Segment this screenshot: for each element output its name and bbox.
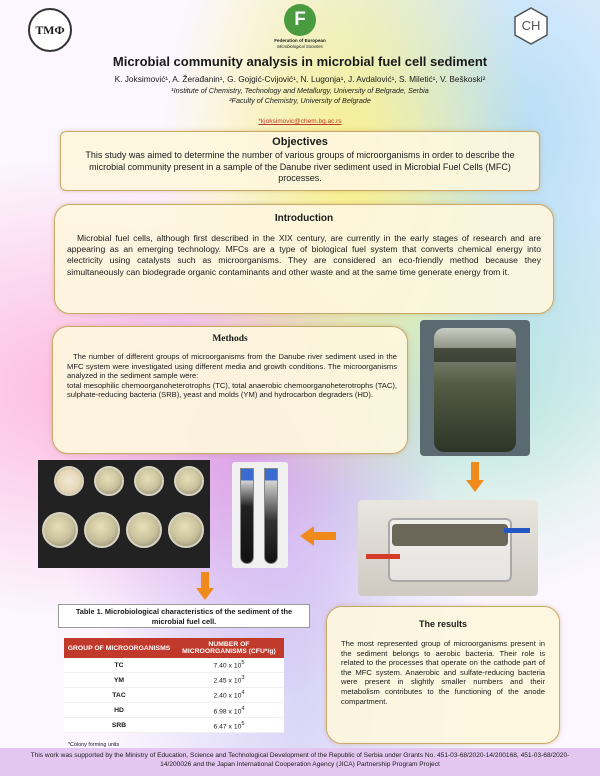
test-tubes-photo xyxy=(232,462,288,568)
fems-logo-letter: F xyxy=(294,9,306,30)
objectives-box xyxy=(60,131,540,191)
electrode-wire-blue xyxy=(504,528,530,533)
contact-email[interactable]: *kjoksimovic@chem.bg.ac.rs xyxy=(258,118,342,125)
petri-dish xyxy=(42,512,78,548)
chemistry-logo xyxy=(512,6,550,46)
methods-list: total mesophilic chemoorganoheterotrophs (TC), total anaerobic chemoorganoheterotrophs (TAC), sulphate-reducing bacteria (SRB), yeast and molds (YM) and hydrocarbon degraders (HD). xyxy=(67,380,397,400)
university-logo xyxy=(28,8,72,52)
table-cell-group: HD xyxy=(64,703,174,718)
methods-title: Methods xyxy=(212,334,248,344)
affiliation-2: ²Faculty of Chemistry, University of Belgrade xyxy=(229,96,371,105)
petri-dish xyxy=(134,466,164,496)
introduction-title: Introduction xyxy=(274,213,334,224)
table-header-group: GROUP OF MICROORGANISMS xyxy=(64,638,174,658)
electrode-wire-red xyxy=(366,554,400,559)
affiliation-1: ¹Institute of Chemistry, Technology and Metallurgy, University of Belgrade, Serbia xyxy=(171,86,429,95)
table-cell-count: 6.47 x $10^5$ xyxy=(174,718,284,733)
mfc-container-photo xyxy=(358,500,538,596)
container-sediment xyxy=(392,524,508,546)
fems-logo-caption-2: Microbiological Societies xyxy=(277,44,323,49)
petri-dishes-photo xyxy=(38,460,210,568)
test-tube-1 xyxy=(240,468,254,564)
table-cell-count: 2.40 x $10^4$ xyxy=(174,688,284,703)
objectives-text: This study was aimed to determine the number of various groups of microorganisms in order to describe the microbial community present in a sample of the Danube river sediment used in Microbial Fuel Cells (MFC) processes. xyxy=(85,150,515,183)
petri-dish xyxy=(168,512,204,548)
test-tube-2 xyxy=(264,468,278,564)
introduction-text: Microbial fuel cells, although first described in the XIX century, are currently in the early stages of research and are appearing as an emerging technology. MFCs are a type of biological fuel system that converts chemical energy into electricity using catalysts such as microorganisms. They are considered an eco-friendly method because they simultaneously can biodegrade organic contaminants and other waste and at the same time generate energy from it. xyxy=(67,233,541,277)
table-caption: Table 1. Microbiological characteristics of the sediment of the microbial fuel cell. xyxy=(75,607,293,626)
table-cell-group: YM xyxy=(64,673,174,688)
table-row xyxy=(64,673,284,688)
table-cell-count: 2.45 x $10^3$ xyxy=(174,673,284,688)
fems-logo-mark xyxy=(284,4,316,36)
table-header-count: NUMBER OF MICROORGANISMS (CFU*/g) xyxy=(174,638,284,658)
jar-sediment-top xyxy=(434,348,516,362)
arrow-cell-to-tubes xyxy=(300,526,336,546)
table-row xyxy=(64,688,284,703)
author-list: K. Joksimović¹, A. Žerađanin¹, G. Gojgić-Cvijović¹, N. Lugonja¹, J. Avdalović¹, S. Miletić¹, V. Beškoski² xyxy=(114,74,486,84)
table-caption-box xyxy=(58,604,310,628)
introduction-box xyxy=(54,204,554,314)
funding-footer xyxy=(0,748,600,776)
results-box xyxy=(326,606,560,744)
table-cell-group: TC xyxy=(64,658,174,673)
petri-dish xyxy=(84,512,120,548)
funding-text: This work was supported by the Ministry of Education, Science and Technological Development of the Republic of Serbia under Grants No. 451-03-68/2020-14/200168, 451-03-68/2020-14/200026 and the Japan International Cooperation Agency (JICA) Partnership Program Project xyxy=(30,752,570,768)
table-row xyxy=(64,658,284,673)
methods-text: The number of different groups of microorganisms from the Danube river sediment used in the MFC system were investigated using different media and growth conditions. The microorganisms analyzed in the sediment sample were: xyxy=(67,352,397,381)
table-row xyxy=(64,703,284,718)
sediment-jar-photo xyxy=(420,320,530,456)
arrow-dishes-to-table xyxy=(196,572,214,600)
microorganism-table xyxy=(64,638,284,733)
fems-logo-caption-1: Federation of European xyxy=(274,38,326,43)
results-table xyxy=(64,638,284,733)
results-text: The most represented group of microorganisms present in the sediment belongs to aerobic bacteria. Their role is related to the processes that operate on the cathode part of the MFC system. Anaerobic and sulfate-reducing bacteria were present in slightly smaller numbers and their metabolism contributes to the functioning of the anode compartment. xyxy=(341,639,545,706)
table-row xyxy=(64,718,284,733)
table-footnote: *Colony forming units xyxy=(68,742,120,748)
petri-dish xyxy=(94,466,124,496)
jar-body xyxy=(434,328,516,452)
poster-title: Microbial community analysis in microbial fuel cell sediment xyxy=(112,54,488,69)
table-cell-group: TAC xyxy=(64,688,174,703)
table-header-row xyxy=(64,638,284,658)
table-cell-count: 7.40 x $10^5$ xyxy=(174,658,284,673)
objectives-title: Objectives xyxy=(272,136,328,148)
arrow-jar-to-cell xyxy=(466,462,484,492)
university-logo-text: ТМФ xyxy=(35,22,65,37)
methods-box xyxy=(52,326,408,454)
fems-logo xyxy=(268,4,332,54)
table-cell-group: SRB xyxy=(64,718,174,733)
chemistry-logo-text: CH xyxy=(521,18,541,33)
petri-dish xyxy=(174,466,204,496)
table-cell-count: 6.98 x $10^4$ xyxy=(174,703,284,718)
petri-dish xyxy=(54,466,84,496)
results-title: The results xyxy=(418,619,467,629)
petri-dish xyxy=(126,512,162,548)
